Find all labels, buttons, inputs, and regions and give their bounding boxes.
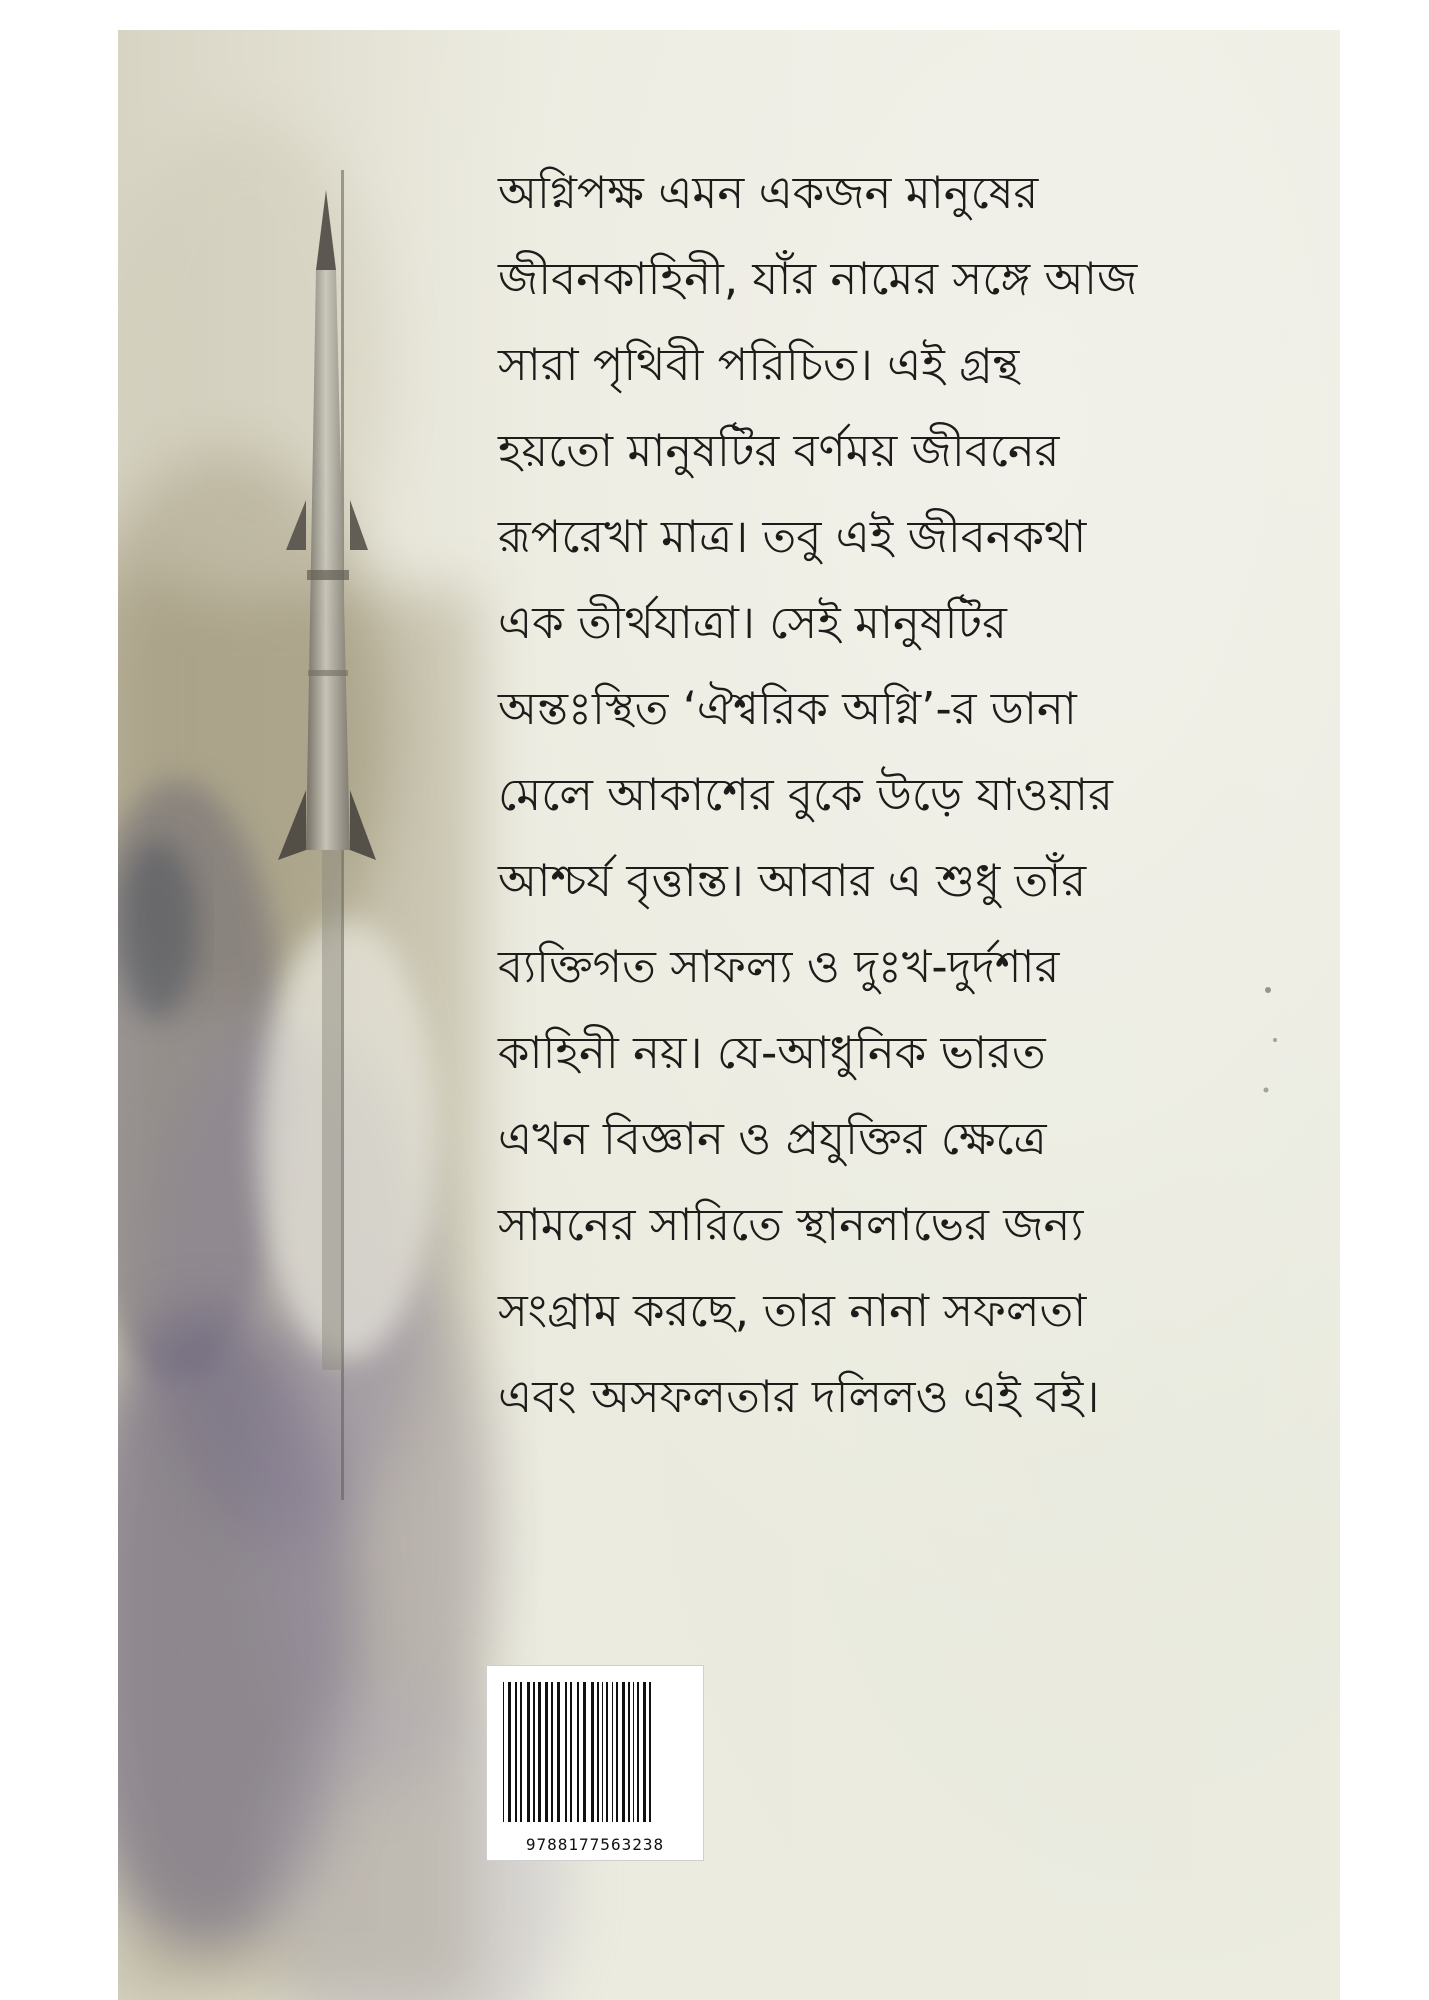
blurb-line: সামনের সারিতে স্থানলাভের জন্য — [498, 1198, 1084, 1251]
blurb-line: অন্তঃস্থিত ‘ঐশ্বরিক অগ্নি’-র ডানা — [498, 682, 1077, 735]
blurb-text — [498, 150, 1318, 1440]
blurb-line: এখন বিজ্ঞান ও প্রযুক্তির ক্ষেত্রে — [498, 1112, 1047, 1165]
blurb-line: মেলে আকাশের বুকে উড়ে যাওয়ার — [498, 768, 1113, 821]
blurb-line: হয়তো মানুষটির বর্ণময় জীবনের — [498, 424, 1060, 477]
blurb-line: সংগ্রাম করছে, তার নানা সফলতা — [498, 1284, 1087, 1337]
blurb-line: আশ্চর্য বৃত্তান্ত। আবার এ শুধু তাঁর — [498, 854, 1087, 907]
isbn-barcode — [486, 1665, 704, 1861]
blurb-line: কাহিনী নয়। যে-আধুনিক ভারত — [498, 1026, 1046, 1079]
blurb-line: এক তীর্থযাত্রা। সেই মানুষটির — [498, 596, 1007, 649]
blurb-line: এবং অসফলতার দলিলও এই বই। — [498, 1370, 1100, 1423]
blurb-line: সারা পৃথিবী পরিচিত। এই গ্রন্থ — [498, 338, 1020, 391]
barcode-icon — [501, 1682, 691, 1822]
blurb-line: জীবনকাহিনী, যাঁর নামের সঙ্গে আজ — [498, 252, 1138, 305]
isbn-number: 9788177563238 — [525, 1835, 665, 1854]
blurb-line: অগ্নিপক্ষ এমন একজন মানুষের — [498, 166, 1039, 219]
back-cover — [118, 30, 1340, 2000]
blurb-line: রূপরেখা মাত্র। তবু এই জীবনকথা — [498, 510, 1087, 563]
blurb-line: ব্যক্তিগত সাফল্য ও দুঃখ-দুর্দশার — [498, 940, 1060, 993]
